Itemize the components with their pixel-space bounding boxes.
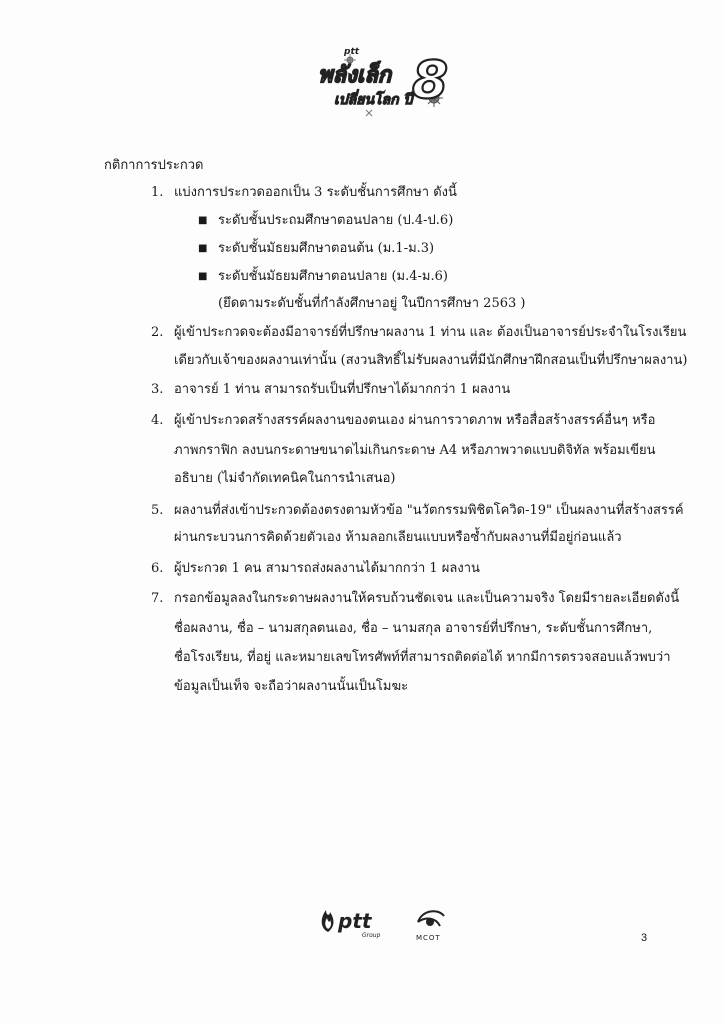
rule-text: แบ่งการประกวดออกเป็น 3 ระดับชั้นการศึกษา ดังนี้ — [174, 185, 457, 200]
black-square-bullet-icon: ■ — [198, 243, 208, 254]
rules-heading: กติกาการประกวด — [104, 158, 204, 173]
rule-text: ผ่านกระบวนการคิดด้วยตัวเอง ห้ามลอกเลียนแบบหรือซ้ำกับผลงานที่มีอยู่ก่อนแล้ว — [174, 530, 622, 545]
logo-number: 8 — [412, 51, 449, 111]
rule-text: ชื่อผลงาน, ชื่อ – นามสกุลตนเอง, ชื่อ – นามสกุล อาจารย์ที่ปรึกษา, ระดับชั้นการศึกษา, — [174, 621, 653, 636]
bullet-text: ระดับชั้นมัธยมศึกษาตอนปลาย (ม.4-ม.6) — [218, 269, 448, 284]
bullet-text: ระดับชั้นประถมศึกษาตอนปลาย (ป.4-ป.6) — [218, 213, 454, 228]
rule-text: ผลงานที่ส่งเข้าประกวดต้องตรงตามหัวข้อ "นวัตกรรมพิชิตโควิด-19" เป็นผลงานที่สร้างสรรค์ — [174, 503, 684, 518]
rule-number: 4. — [151, 413, 164, 428]
mcot-logo-text: MCOT — [416, 934, 441, 942]
campaign-logo — [300, 30, 460, 125]
cross-doodle-icon — [366, 110, 372, 116]
bullet-text: ระดับชั้นมัธยมศึกษาตอนต้น (ม.1-ม.3) — [218, 241, 435, 256]
rule-text: กรอกข้อมูลลงในกระดาษผลงานให้ครบถ้วนชัดเจน และเป็นความจริง โดยมีรายละเอียดดังนี้ — [174, 591, 680, 606]
rule-text: ข้อมูลเป็นเท็จ จะถือว่าผลงานนั้นเป็นโมฆะ — [174, 679, 409, 694]
rule-number: 1. — [151, 185, 164, 200]
mcot-emblem-icon — [418, 911, 444, 926]
campaign-logo-graphic — [300, 30, 460, 125]
rule-number: 2. — [151, 325, 164, 340]
logo-line-2: เปลี่ยนโลก ปี — [334, 92, 413, 108]
rule-number: 7. — [151, 591, 164, 606]
ptt-flame-icon — [322, 910, 334, 932]
rule-text: เดียวกับเจ้าของผลงานเท่านั้น (สงวนสิทธิ์ไม่รับผลงานที่มีนักศึกษาฝึกสอนเป็นที่ปรึกษาผลงาน) — [174, 353, 688, 368]
ptt-group-text: Group — [362, 932, 381, 939]
rule-text: ภาพกราฟิก ลงบนกระดาษขนาดไม่เกินกระดาษ A4 หรือภาพวาดแบบดิจิทัล พร้อมเขียน — [174, 443, 656, 458]
black-square-bullet-icon: ■ — [198, 215, 208, 226]
rule-text: ผู้เข้าประกวดสร้างสรรค์ผลงานของตนเอง ผ่านการวาดภาพ หรือสื่อสร้างสรรค์อื่นๆ หรือ — [174, 413, 656, 428]
footer-logos — [318, 902, 468, 944]
rule-text: ผู้เข้าประกวดจะต้องมีอาจารย์ที่ปรึกษาผลงาน 1 ท่าน และ ต้องเป็นอาจารย์ประจำในโรงเรียน — [174, 325, 687, 340]
rule-text: อาจารย์ 1 ท่าน สามารถรับเป็นที่ปรึกษาได้มากกว่า 1 ผลงาน — [174, 382, 511, 397]
page-number: 3 — [641, 932, 648, 944]
rule-text: ผู้ประกวด 1 คน สามารถส่งผลงานได้มากกว่า 1 ผลงาน — [174, 561, 480, 576]
logo-line-1: พลังเล็ก — [318, 63, 392, 88]
logo-ptt-small: ptt — [344, 47, 360, 57]
rule-number: 5. — [151, 503, 164, 518]
footer-logos-graphic — [318, 902, 468, 944]
rule-text: อธิบาย (ไม่จำกัดเทคนิคในการนำเสนอ) — [174, 471, 396, 486]
rule-number: 6. — [151, 561, 164, 576]
rule-number: 3. — [151, 382, 164, 397]
note-text: (ยึดตามระดับชั้นที่กำลังศึกษาอยู่ ในปีการศึกษา 2563 ) — [218, 296, 526, 311]
ptt-logo-text: ptt — [338, 909, 372, 933]
rule-text: ชื่อโรงเรียน, ที่อยู่ และหมายเลขโทรศัพท์ที่สามารถติดต่อได้ หากมีการตรวจสอบแล้วพบว่า — [174, 650, 671, 665]
black-square-bullet-icon: ■ — [198, 271, 208, 282]
